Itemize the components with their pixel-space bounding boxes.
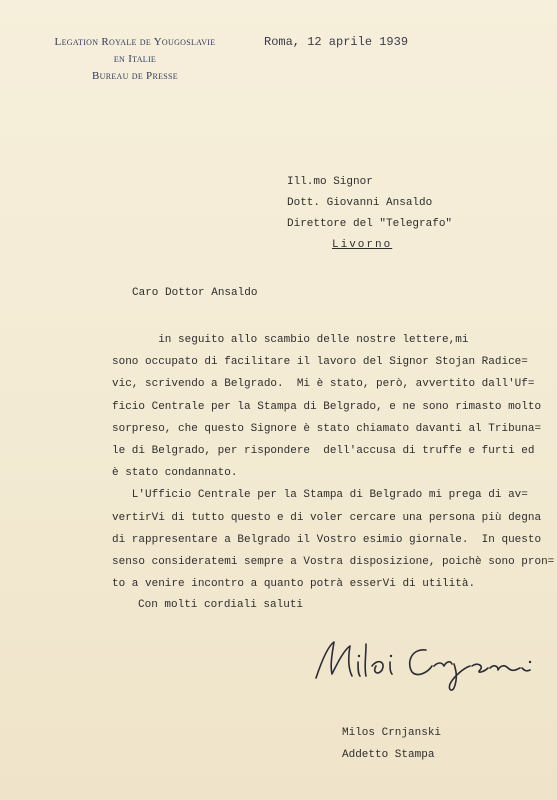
body-line: vic, scrivendo a Belgrado. Mi è stato, però, avvertito dall'Uf= xyxy=(112,378,535,391)
letterhead-line-country: en Italie xyxy=(113,53,157,65)
letterhead-line-legation: Legation Royale de Yougoslavie xyxy=(54,36,216,48)
recipient-salutation-title: Ill.mo Signor xyxy=(287,176,373,188)
signatory-block xyxy=(342,722,441,766)
body-line: in seguito allo scambio delle nostre lettere,mi xyxy=(112,334,469,346)
letterhead xyxy=(30,34,240,85)
body-line: to a venire incontro a quanto potrà esserVi di utilità. xyxy=(112,578,476,591)
body-line: di rappresentare a Belgrado il Vostro esimio giornale. In questo xyxy=(112,533,542,546)
signatory-title: Addetto Stampa xyxy=(342,749,435,761)
recipient-position: Direttore del "Telegrafo" xyxy=(287,218,453,230)
date-line: Roma, 12 aprile 1939 xyxy=(264,35,409,49)
body-line: ficio Centrale per la Stampa di Belgrado, e ne sono rimasto molto xyxy=(112,400,542,413)
body-line: sono occupato di facilitare il lavoro del Signor Stojan Radice= xyxy=(112,356,528,369)
handwritten-signature xyxy=(308,632,533,694)
letterhead-line-bureau: Bureau de Presse xyxy=(92,70,178,82)
recipient-address xyxy=(287,172,452,256)
letter-body xyxy=(112,329,555,595)
closing: Con molti cordiali saluti xyxy=(138,599,304,611)
recipient-name: Dott. Giovanni Ansaldo xyxy=(287,197,433,209)
body-line: le di Belgrado, per rispondere dell'accusa di truffe e furti ed xyxy=(112,444,535,457)
body-line: è stato condannato. xyxy=(112,467,238,480)
body-line: senso consideratemi sempre a Vostra disposizione, poichè sono pron= xyxy=(112,555,555,568)
body-line: sorpreso, che questo Signore è stato chiamato davanti al Tribuna= xyxy=(112,422,542,435)
body-line: L'Ufficio Centrale per la Stampa di Belgrado mi prega di av= xyxy=(112,489,528,502)
greeting: Caro Dottor Ansaldo xyxy=(132,287,258,299)
body-line: vertirVi di tutto questo e di voler cercare una persona più degna xyxy=(112,511,542,524)
recipient-city: Livorno xyxy=(332,239,393,251)
signatory-name: Milos Crnjanski xyxy=(342,727,442,739)
